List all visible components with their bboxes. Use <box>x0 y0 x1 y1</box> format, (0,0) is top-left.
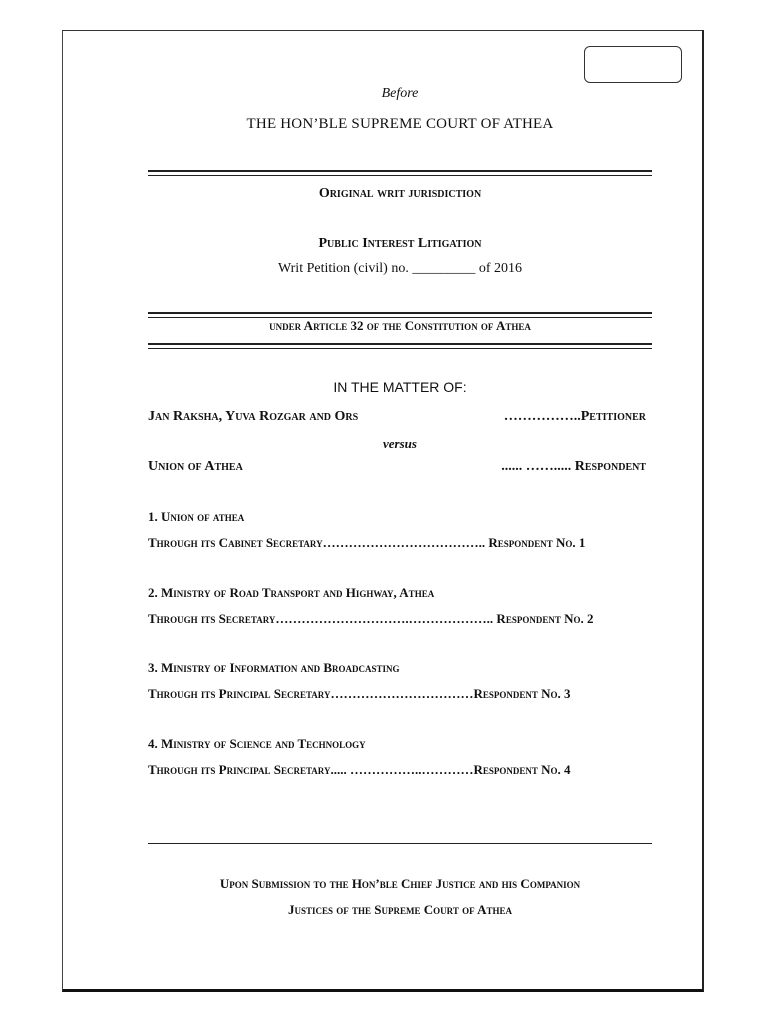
footer-rule <box>148 843 652 844</box>
respondent-2-title: 2. Ministry of Road Transport and Highway, Athea <box>148 585 435 600</box>
in-the-matter-heading: IN THE MATTER OF: <box>333 379 467 395</box>
footer-line-1: Upon Submission to the Hon’ble Chief Justice and his Companion <box>219 876 581 891</box>
respondent-1-through: Through its Cabinet Secretary……………………………….. Respondent No. 1 <box>148 535 586 550</box>
respondent-row <box>148 459 646 475</box>
corner-box <box>584 46 682 83</box>
court-title: THE HON’BLE SUPREME COURT OF ATHEA <box>246 116 554 132</box>
writ-petition-line: Writ Petition (civil) no. _________ of 2016 <box>277 261 523 276</box>
versus-label: versus <box>383 436 417 451</box>
respondent-role: ...... ……..... Respondent <box>501 459 646 474</box>
jurisdiction-heading: Original writ jurisdiction <box>318 186 482 201</box>
article-line: under Article 32 of the Constitution of Athea <box>269 318 531 333</box>
litigation-heading: Public Interest Litigation <box>318 236 482 251</box>
footer-line-2: Justices of the Supreme Court of Athea <box>288 902 512 917</box>
petitioner-name: Jan Raksha, Yuva Rozgar and Ors <box>148 409 359 424</box>
respondent-1-title: 1. Union of athea <box>148 509 245 524</box>
double-rule-1 <box>148 170 652 176</box>
respondent-3-title: 3. Ministry of Information and Broadcasting <box>148 660 400 675</box>
respondent-4-title: 4. Ministry of Science and Technology <box>148 736 366 751</box>
petitioner-row <box>148 409 646 425</box>
respondent-4-through: Through its Principal Secretary..... ……………..…………Respondent No. 4 <box>148 762 571 777</box>
respondent-name: Union of Athea <box>148 459 243 474</box>
petitioner-role: ……………..Petitioner <box>503 409 646 424</box>
double-rule-3 <box>148 343 652 349</box>
before-label: Before <box>381 86 419 101</box>
respondent-3-through: Through its Principal Secretary……………………………Respondent No. 3 <box>148 686 571 701</box>
respondent-2-through: Through its Secretary………………………….……………….. Respondent No. 2 <box>148 611 594 626</box>
